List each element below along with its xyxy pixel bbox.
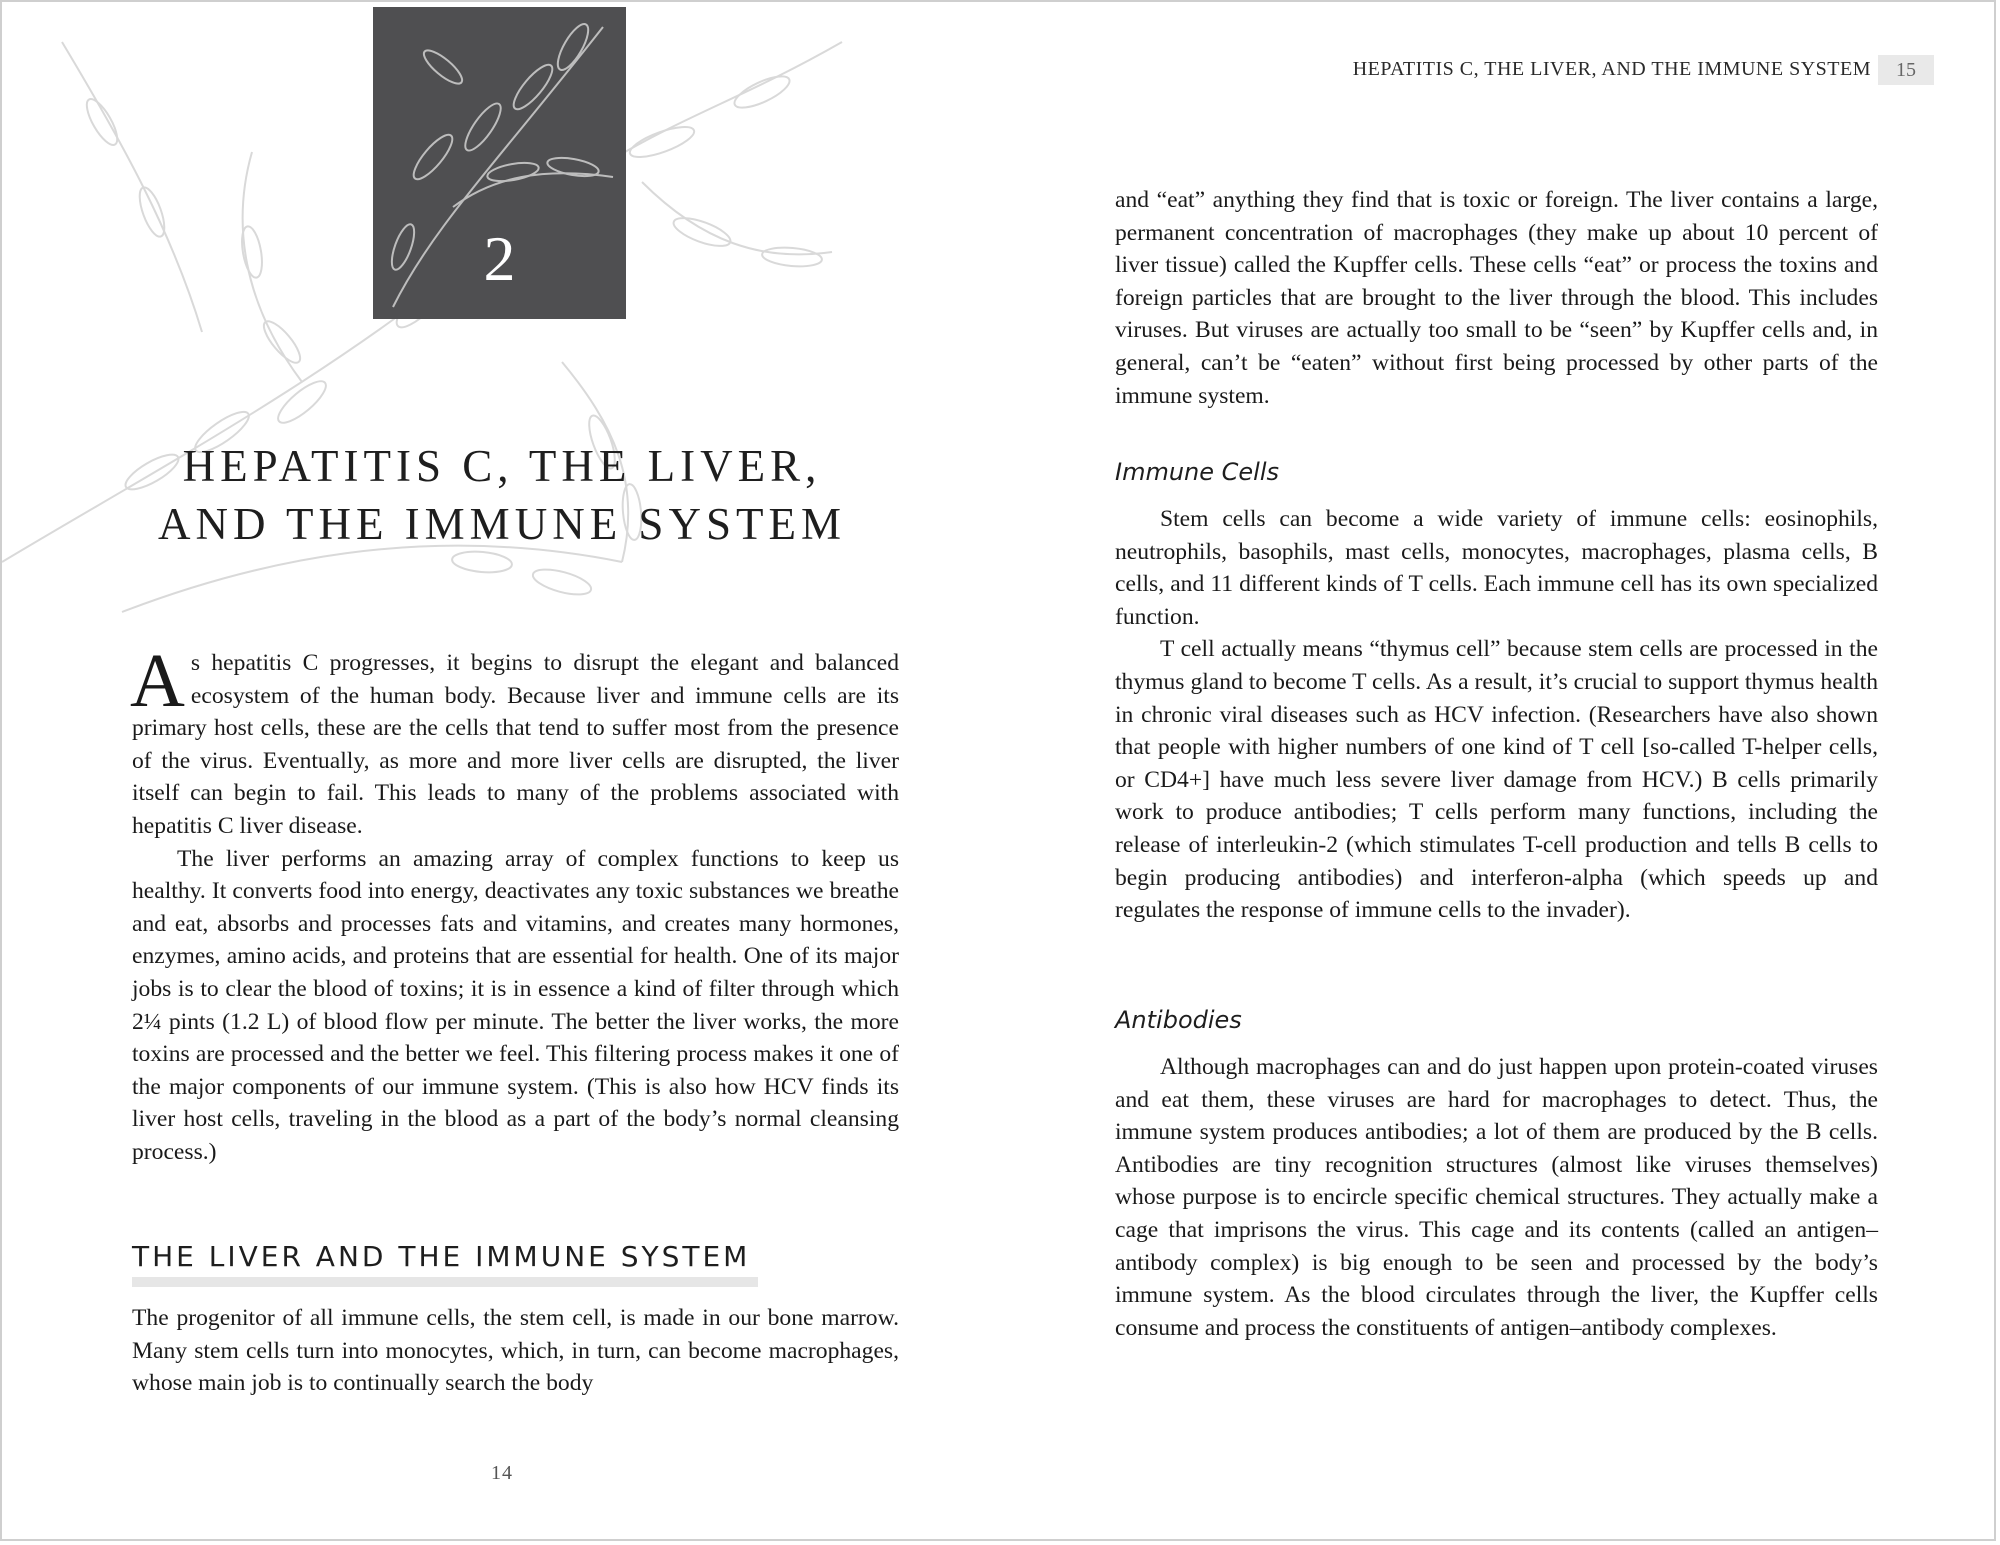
chapter-title: [102, 437, 902, 553]
page-number-left: 14: [491, 1462, 513, 1484]
antibodies-heading: Antibodies: [1115, 1006, 1242, 1034]
chapter-title-line-1: HEPATITIS C, THE LIVER,: [182, 441, 822, 491]
chapter-number: 2: [483, 223, 516, 294]
continued-paragraph: and “eat” anything they find that is toxic or foreign. The liver contains a large, permanent concentration of macrophages (they make up about 10 percent of liver tissue) called the Kupffer cells. These cells “eat” or process the toxins and foreign particles that are brought to the liver through the blood. This includes viruses. But viruses are actually too small to be “seen” by Kupffer cells and, in general, can’t be “eaten” without first being processed by other parts of the immune system.: [1115, 187, 1878, 409]
intro-paragraph-2: The liver performs an amazing array of complex functions to keep us healthy. It converts food into energy, deactivates any toxic substances we breathe and eat, absorbs and processes fats and vitamins, and creates many hormones, enzymes, amino acids, and proteins that are essential for health. One of its major jobs is to clear the blood of toxins; it is in essence a kind of filter through which 2¼ pints (1.2 L) of blood flow per minute. The better the liver works, the more toxins are processed and the better we feel. This filtering process makes it one of the major components of our immune system. (This is also how HCV finds its liver host cells, traveling in the blood as a part of the body’s normal cleansing process.): [132, 845, 899, 1165]
chapter-intro: [130, 639, 899, 1169]
section-paragraph: The progenitor of all immune cells, the stem cell, is made in our bone marrow. Many stem cells turn into monocytes, which, in turn, can become macrophages, whose main job is to continually search the body: [132, 1305, 899, 1397]
drop-cap: A: [130, 639, 185, 723]
immune-cells-paragraph-2: T cell actually means “thymus cell” because stem cells are processed in the thymus gland to become T cells. As a result, it’s crucial to support thymus health in chronic viral diseases such as HCV infection. (Researchers have also shown that people with higher numbers of one kind of T cell [so-called T-helper cells, or CD4+] have much less severe liver damage from HCV.) B cells primarily work to produce antibodies; T cells perform many functions, including the release of interleukin-2 (which stimulates T-cell production and tells B cells to begin producing antibodies) and interferon-alpha (which speeds up and regulates the response of immune cells to the invader).: [1115, 636, 1878, 924]
intro-paragraph-1: [130, 639, 899, 843]
running-head: HEPATITIS C, THE LIVER, AND THE IMMUNE SYSTEM: [1352, 58, 1871, 80]
intro-paragraph-1-text: s hepatitis C progresses, it begins to disrupt the elegant and balanced ecosystem of the human body. Because liver and immune cells are its primary host cells, these are the cells that tend to suffer most from the presence of the virus. Eventually, as more and more liver cells are disrupted, the liver itself can begin to fail. This leads to many of the problems associated with hepatitis C liver disease.: [132, 650, 899, 839]
immune-cells-paragraph-1: Stem cells can become a wide variety of immune cells: eosinophils, neutrophils, basophils, mast cells, monocytes, macrophages, plasma cells, B cells, and 11 different kinds of T cells. Each immune cell has its own specialized function.: [1115, 506, 1878, 630]
chapter-number-block: [373, 7, 626, 319]
immune-cells-heading: Immune Cells: [1115, 458, 1280, 486]
immune-cells-section: [1115, 503, 1878, 927]
left-page: [2, 2, 1002, 1539]
antibodies-section: [1115, 1051, 1878, 1344]
right-page: [1002, 2, 1998, 1539]
antibodies-paragraph: Although macrophages can and do just happen upon protein-coated viruses and eat them, these viruses are hard for macrophages to detect. Thus, the immune system produces antibodies; a lot of them are produced by the B cells. Antibodies are tiny recognition structures (almost like viruses themselves) whose purpose is to encircle specific chemical structures. They actually make a cage that imprisons the virus. This cage and its contents (called an antigen–antibody complex) is big enough to be seen and processed by the body’s immune system. As the blood circulates through the liver, the Kupffer cells consume and process the constituents of antigen–antibody complexes.: [1115, 1054, 1878, 1341]
page-number-right: 15: [1878, 55, 1934, 85]
chapter-title-line-2: AND THE IMMUNE SYSTEM: [158, 499, 846, 549]
section-heading: THE LIVER AND THE IMMUNE SYSTEM: [132, 1239, 758, 1287]
